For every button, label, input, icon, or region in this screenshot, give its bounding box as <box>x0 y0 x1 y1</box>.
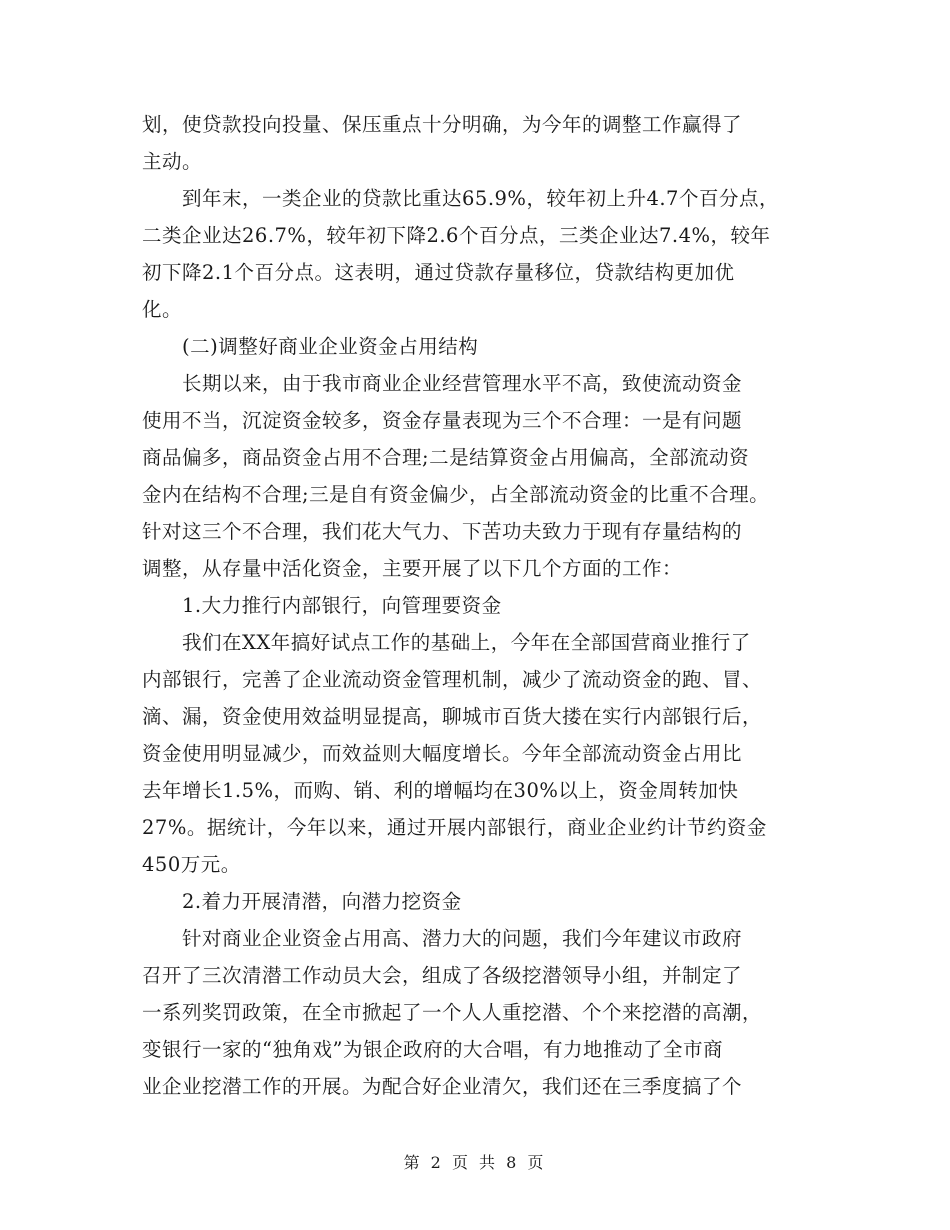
text-line: 主动。 <box>142 150 203 173</box>
text-line: 长期以来，由于我市商业企业经营管理水平不高，致使流动资金 <box>182 372 743 395</box>
text-line: 我们在XX年搞好试点工作的基础上，今年在全部国营商业推行了 <box>182 631 751 654</box>
text-line: 商品偏多，商品资金占用不合理;二是结算资金占用偏高，全部流动资 <box>142 446 750 469</box>
text-line: (二)调整好商业企业资金占用结构 <box>182 335 479 358</box>
text-line: 去年增长1.5%，而购、销、利的增幅均在30%以上，资金周转加快 <box>142 779 739 802</box>
text-line: 27%。据统计，今年以来，通过开展内部银行，商业企业约计节约资金 <box>142 816 767 839</box>
text-line: 二类企业达26.7%，较年初下降2.6个百分点，三类企业达7.4%，较年 <box>142 224 771 247</box>
text-line: 业企业挖潜工作的开展。为配合好企业清欠，我们还在三季度搞了个 <box>142 1075 743 1098</box>
text-line: 化。 <box>142 298 183 321</box>
text-line: 金内在结构不合理;三是自有资金偏少，占全部流动资金的比重不合理。 <box>142 483 770 506</box>
text-line: 针对商业企业资金占用高、潜力大的问题，我们今年建议市政府 <box>182 927 743 950</box>
document-body <box>142 106 832 1105</box>
text-line: 内部银行，完善了企业流动资金管理机制，减少了流动资金的跑、冒、 <box>142 668 763 691</box>
text-line: 一系列奖罚政策，在全市掀起了一个人人重挖潜、个个来挖潜的高潮， <box>142 1001 763 1024</box>
text-line: 2.着力开展清潜，向潜力挖资金 <box>182 890 462 913</box>
text-line: 变银行一家的“独角戏”为银企政府的大合唱，有力地推动了全市商 <box>142 1038 723 1061</box>
text-line: 滴、漏，资金使用效益明显提高，聊城市百货大搂在实行内部银行后， <box>142 705 763 728</box>
text-line: 到年末，一类企业的贷款比重达65.9%，较年初上升4.7个百分点， <box>182 187 779 210</box>
text-line: 450万元。 <box>142 853 241 876</box>
text-line: 划，使贷款投向投量、保压重点十分明确，为今年的调整工作赢得了 <box>142 113 743 136</box>
page-number-footer: 第 2 页 共 8 页 <box>403 1153 547 1172</box>
text-line: 调整，从存量中活化资金，主要开展了以下几个方面的工作： <box>142 557 683 580</box>
text-line: 初下降2.1个百分点。这表明，通过贷款存量移位，贷款结构更加优 <box>142 261 735 284</box>
text-line: 针对这三个不合理，我们花大气力、下苦功夫致力于现有存量结构的 <box>142 520 743 543</box>
text-line: 1.大力推行内部银行，向管理要资金 <box>182 594 502 617</box>
text-line: 召开了三次清潜工作动员大会，组成了各级挖潜领导小组，并制定了 <box>142 964 743 987</box>
text-line: 资金使用明显减少，而效益则大幅度增长。今年全部流动资金占用比 <box>142 742 743 765</box>
text-line: 使用不当，沉淀资金较多，资金存量表现为三个不合理：一是有问题 <box>142 409 743 432</box>
